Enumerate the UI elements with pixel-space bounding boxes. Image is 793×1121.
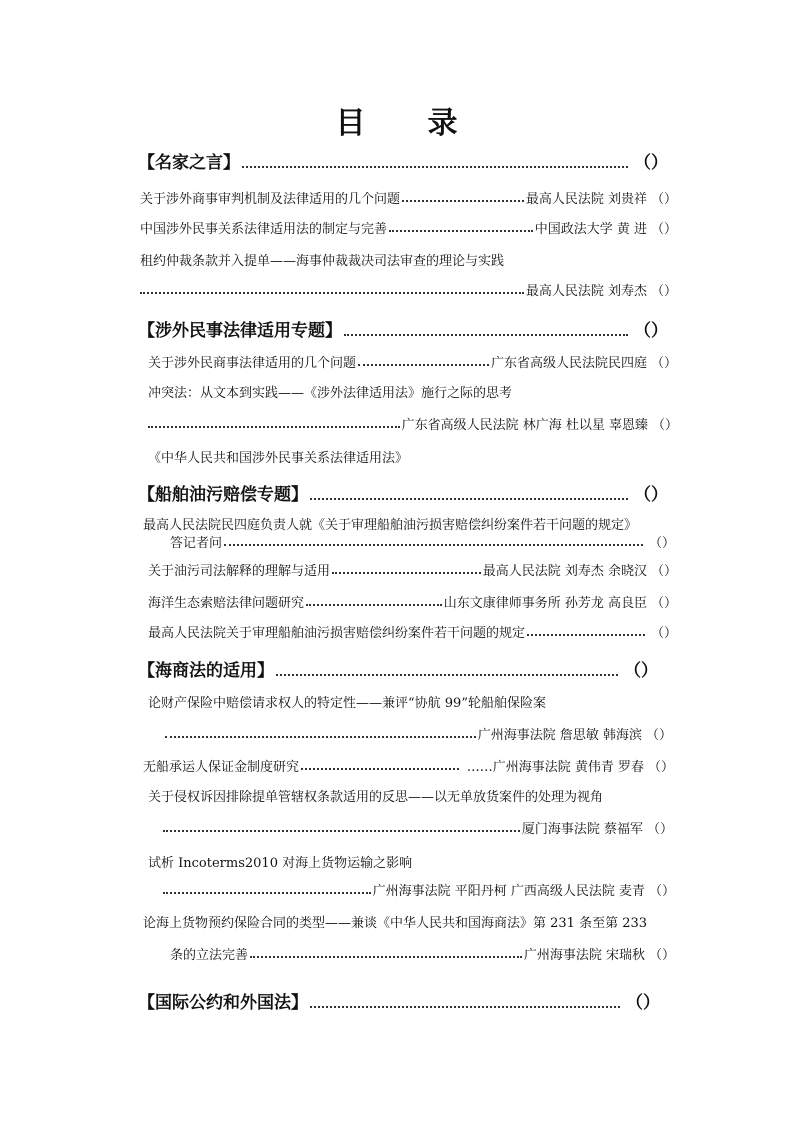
toc-entry-title[interactable]: 《中华人民共和国涉外民事关系法律适用法》 [148, 451, 409, 466]
section-heading[interactable]: 【涉外民事法律适用专题】 （） [138, 321, 668, 341]
toc-entry[interactable]: 关于涉外民商事法律适用的几个问题 广东省高级人民法院民四庭 （） [148, 356, 677, 371]
toc-entry-continuation[interactable]: 答记者问 （） [170, 536, 675, 551]
section-heading[interactable]: 【名家之言】 （） [138, 153, 668, 173]
toc-entry-continuation[interactable]: 最高人民法院 刘寿杰 （） [140, 280, 677, 299]
section-heading[interactable]: 【海商法的适用】 （） [138, 661, 658, 681]
toc-entry[interactable]: 无船承运人保证金制度研究 …… 广州海事法院 黄伟青 罗春 （） [143, 760, 674, 775]
toc-entry-title[interactable]: 冲突法：从文本到实践——《涉外法律适用法》施行之际的思考 [148, 386, 513, 401]
section-heading[interactable]: 【船舶油污赔偿专题】 （） [138, 485, 668, 505]
toc-entry-title[interactable]: 租约仲裁条款并入提单——海事仲裁裁决司法审查的理论与实践 [140, 254, 505, 269]
toc-entry-title[interactable]: 论财产保险中赔偿请求权人的特定性——兼评“协航 99”轮船舶保险案 [148, 696, 546, 711]
toc-entry-title[interactable]: 最高人民法院民四庭负责人就《关于审理船舶油污损害赔偿纠纷案件若干问题的规定》 [143, 518, 638, 533]
toc-entry-title[interactable]: 关于侵权诉因排除提单管辖权条款适用的反思——以无单放货案件的处理为视角 [148, 790, 604, 805]
toc-entry[interactable]: 海洋生态索赔法律问题研究 山东文康律师事务所 孙芳龙 高良臣 （） [148, 596, 677, 611]
toc-entry-continuation[interactable]: 广州海事法院 詹思敏 韩海滨 （） [165, 724, 672, 743]
toc-entry-title[interactable]: 论海上货物预约保险合同的类型——兼谈《中华人民共和国海商法》第 231 条至第 233 [143, 916, 648, 931]
toc-entry-continuation[interactable]: 条的立法完善 广州海事法院 宋瑞秋 （） [170, 948, 675, 963]
section-heading[interactable]: 【国际公约和外国法】 （） [138, 993, 660, 1013]
toc-entry[interactable]: 关于油污司法解释的理解与适用 最高人民法院 刘寿杰 余晓汉 （） [148, 564, 677, 579]
toc-entry[interactable]: 关于涉外商事审判机制及法律适用的几个问题 最高人民法院 刘贵祥 （） [140, 192, 677, 207]
toc-entry-continuation[interactable]: 广州海事法院 平阳丹柯 广西高级人民法院 麦青 （） [163, 880, 675, 899]
toc-entry-continuation[interactable]: 广东省高级人民法院 林广海 杜以星 辜恩臻 （） [148, 414, 678, 433]
toc-entry-continuation[interactable]: 厦门海事法院 蔡福军 （） [163, 818, 673, 837]
toc-entry[interactable]: 中国涉外民事关系法律适用法的制定与完善 中国政法大学 黄 进 （） [140, 222, 677, 237]
toc-entry[interactable]: 最高人民法院关于审理船舶油污损害赔偿纠纷案件若干问题的规定 （） [148, 626, 677, 641]
toc-entry-title[interactable]: 试析 Incoterms2010 对海上货物运输之影响 [148, 856, 413, 871]
page-title: 目 录 [335, 106, 458, 141]
